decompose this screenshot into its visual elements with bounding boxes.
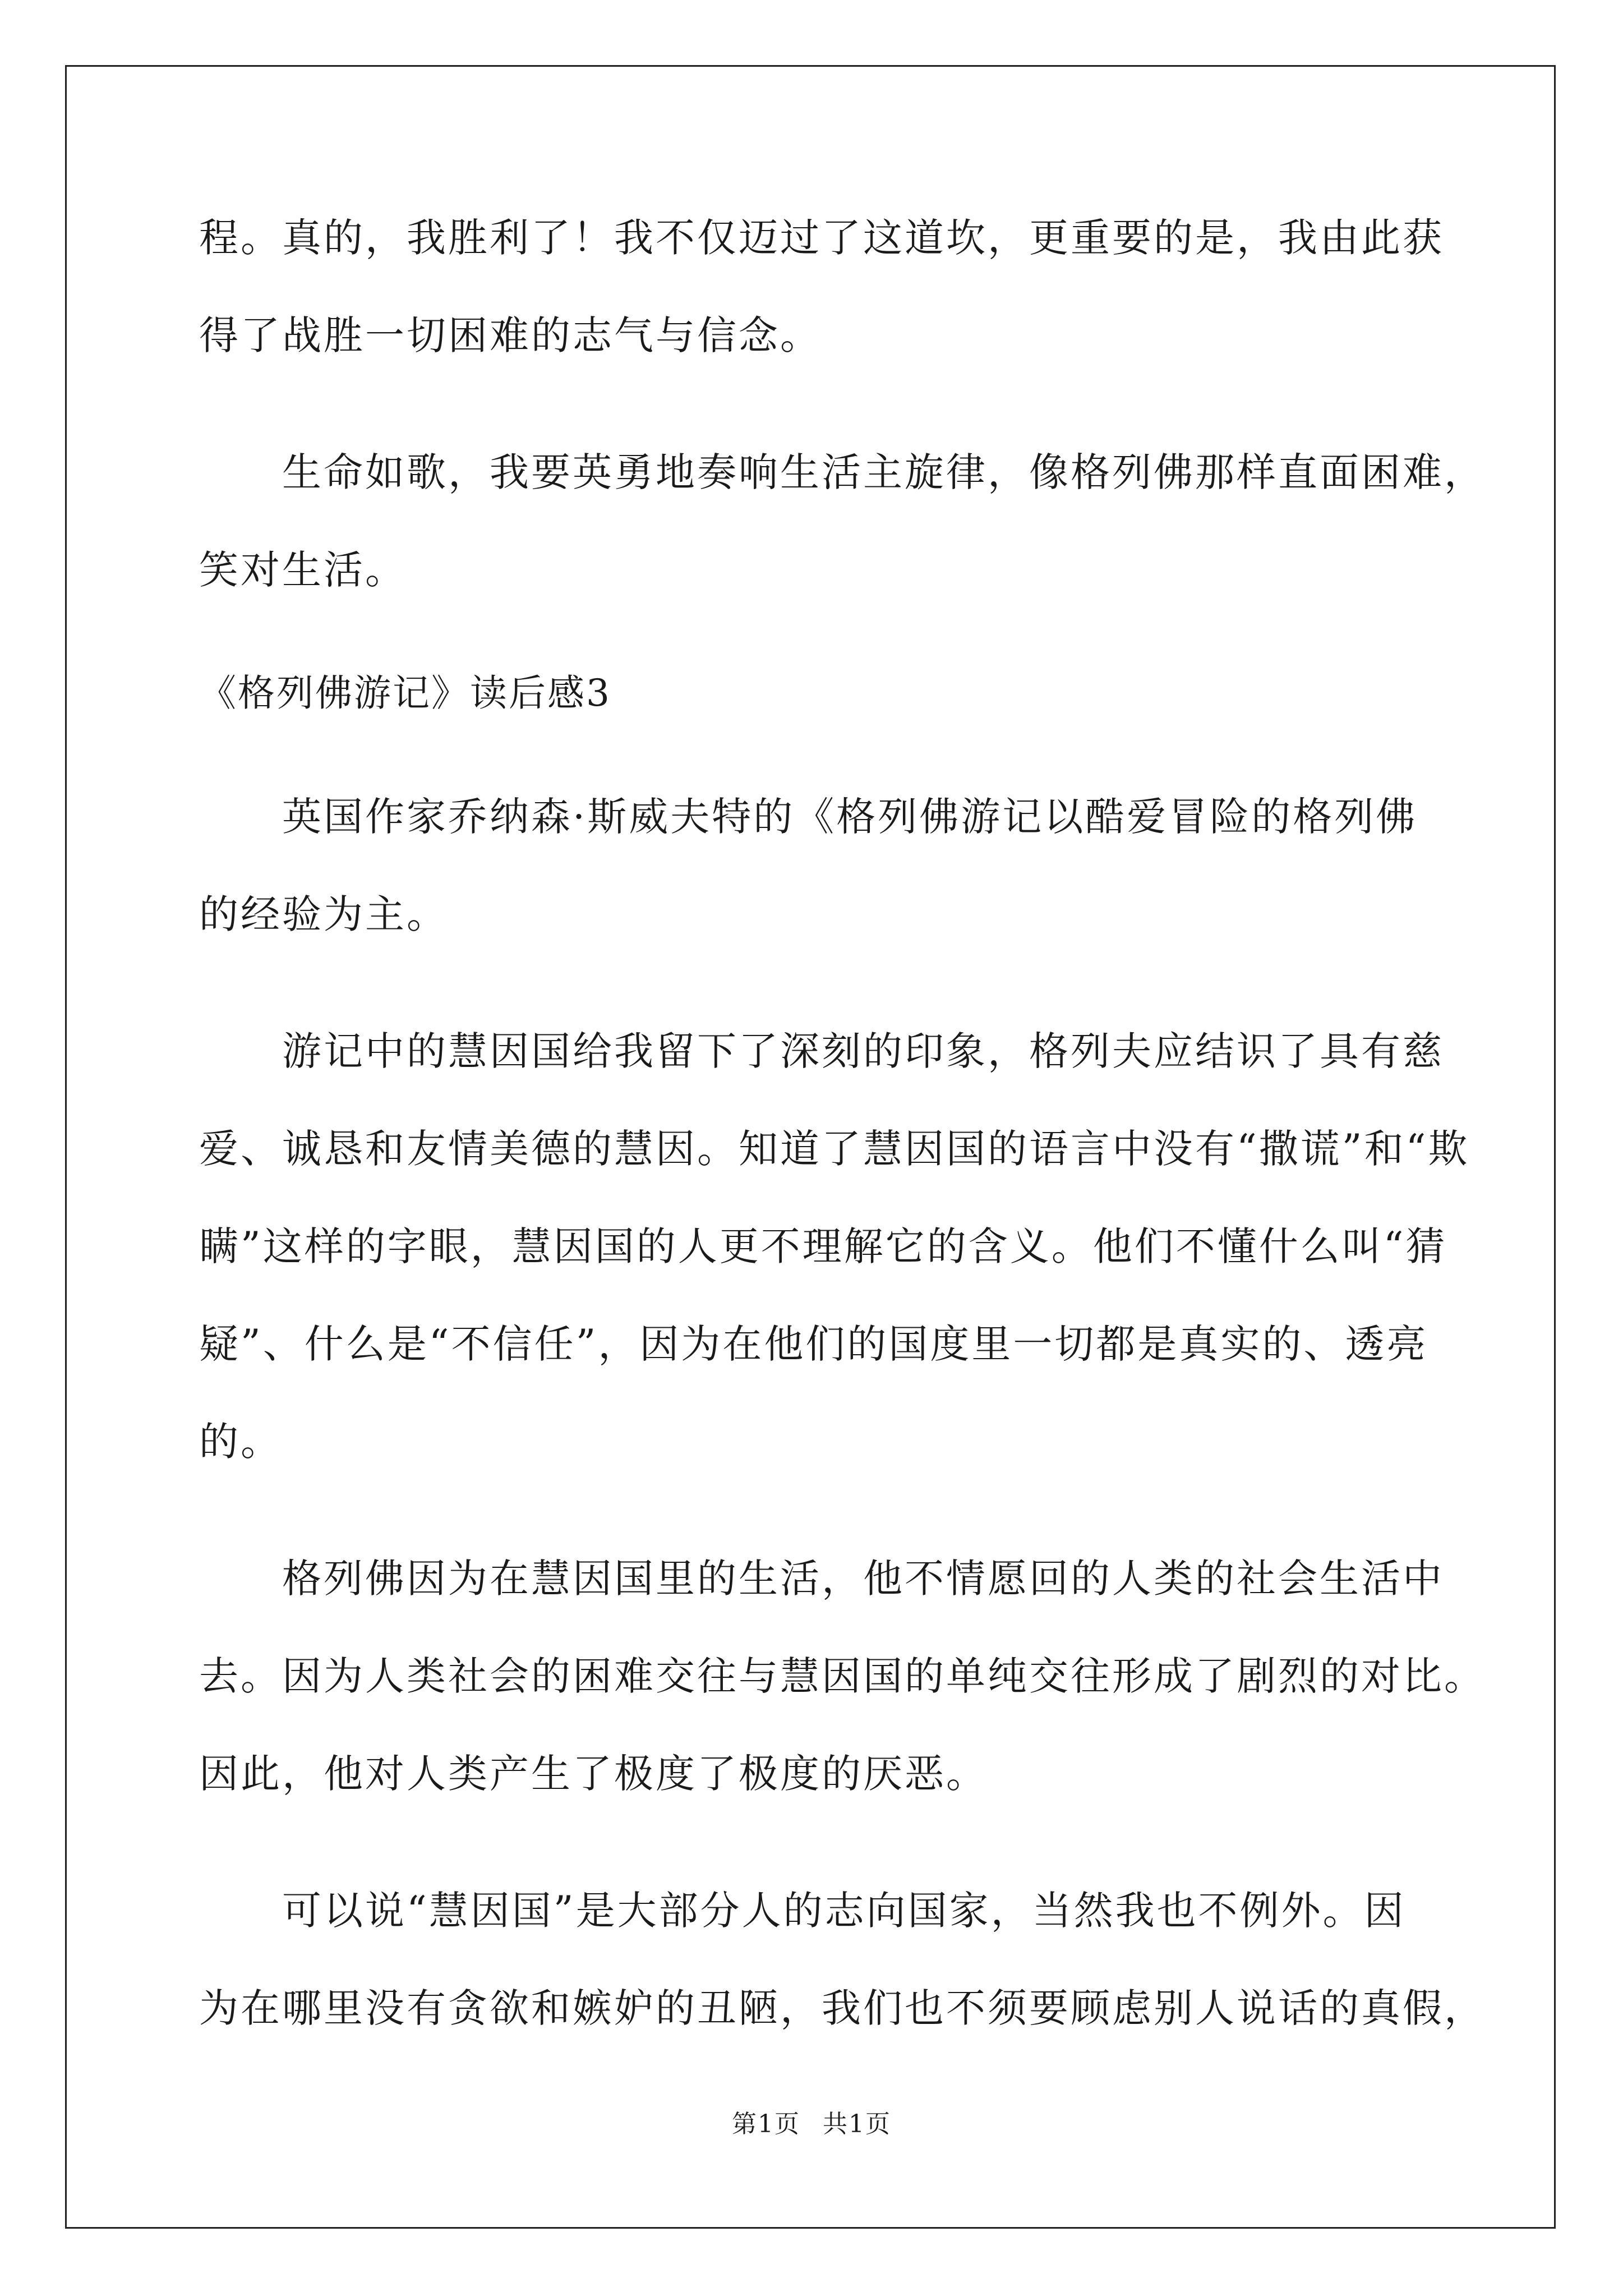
text-line: 的经验为主。 xyxy=(199,891,448,937)
text-line: 因此，他对人类产生了极度了极度的厌恶。 xyxy=(199,1751,988,1797)
section-heading: 《格列佛游记》读后感3 xyxy=(199,671,611,715)
paragraph-line: 生命如歌，我要英勇地奏响生活主旋律，像格列佛那样直面困难， xyxy=(282,449,1486,495)
paragraph-line: 可以说“慧因国”是大部分人的志向国家，当然我也不例外。因 xyxy=(282,1888,1406,1934)
paragraph-line: 英国作家乔纳森·斯威夫特的《格列佛游记以酷爱冒险的格列佛 xyxy=(282,794,1418,840)
text-line: 程。真的，我胜利了！我不仅迈过了这道坎，更重要的是，我由此获 xyxy=(199,215,1444,261)
page-total: 共1页 xyxy=(823,2110,891,2138)
page-number: 第1页 xyxy=(732,2110,800,2138)
paragraph-line: 格列佛因为在慧因国里的生活，他不情愿回的人类的社会生活中 xyxy=(282,1556,1444,1602)
text-line: 笑对生活。 xyxy=(199,547,407,593)
document-body xyxy=(199,213,1486,2033)
paragraph-line: 游记中的慧因国给我留下了深刻的印象，格列夫应结识了具有慈 xyxy=(282,1028,1444,1074)
text-line: 的。 xyxy=(199,1419,282,1465)
text-line: 爱、诚恳和友情美德的慧因。知道了慧因国的语言中没有“撒谎”和“欺 xyxy=(199,1126,1470,1172)
text-line: 瞒”这样的字眼，慧因国的人更不理解它的含义。他们不懂什么叫“猜 xyxy=(199,1223,1447,1269)
text-line: 为在哪里没有贪欲和嫉妒的丑陋，我们也不须要顾虑别人说话的真假， xyxy=(199,1985,1486,2031)
text-line: 得了战胜一切困难的志气与信念。 xyxy=(199,312,822,358)
text-line: 疑”、什么是“不信任”，因为在他们的国度里一切都是真实的、透亮 xyxy=(199,1321,1428,1367)
page-footer xyxy=(0,2104,1623,2139)
text-line: 去。因为人类社会的困难交往与慧因国的单纯交往形成了剧烈的对比。 xyxy=(199,1653,1486,1699)
